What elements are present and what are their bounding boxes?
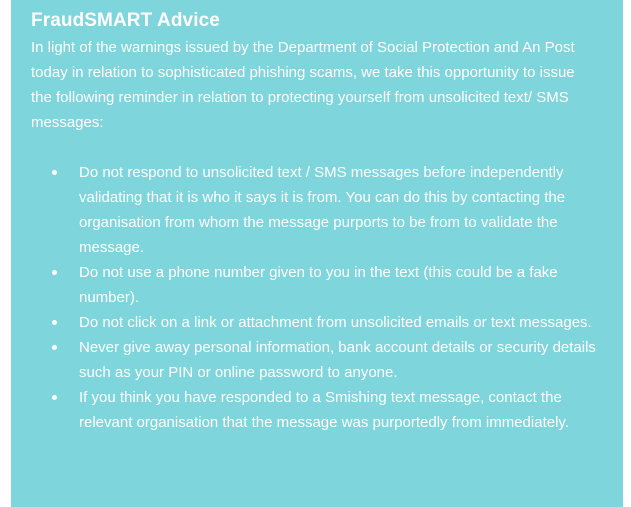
bullet-icon xyxy=(52,170,57,175)
advice-item xyxy=(31,335,607,385)
advice-title: FraudSMART Advice xyxy=(31,10,220,31)
bullet-icon xyxy=(52,395,57,400)
advice-intro: In light of the warnings issued by the Department of Social Protection and An Post today in relation to sophisticated phishing scams, we take this opportunity to issue the following reminder in relation to protecting yourself from unsolicited text/ SMS messages: xyxy=(31,39,575,131)
advice-item xyxy=(31,160,607,260)
advice-item xyxy=(31,310,607,335)
advice-item-text: If you think you have responded to a Smishing text message, contact the relevant organisation that the message was purportedly from immediately. xyxy=(79,389,569,431)
bullet-icon xyxy=(52,345,57,350)
bullet-icon xyxy=(52,320,57,325)
advice-item-text: Do not respond to unsolicited text / SMS messages before independently validating that it is who it says it is from. You can do this by contacting the organisation from whom the message purports to be from to validate the message. xyxy=(79,164,566,256)
fraudsmart-advice-panel xyxy=(11,0,623,507)
advice-item xyxy=(31,385,607,435)
advice-item-text: Do not use a phone number given to you in the text (this could be a fake number). xyxy=(79,264,558,306)
advice-item-text: Do not click on a link or attachment from unsolicited emails or text messages. xyxy=(79,314,592,331)
advice-item-text: Never give away personal information, bank account details or security details such as your PIN or online password to anyone. xyxy=(79,339,596,381)
bullet-icon xyxy=(52,270,57,275)
advice-item xyxy=(31,260,607,310)
advice-list xyxy=(31,160,607,435)
